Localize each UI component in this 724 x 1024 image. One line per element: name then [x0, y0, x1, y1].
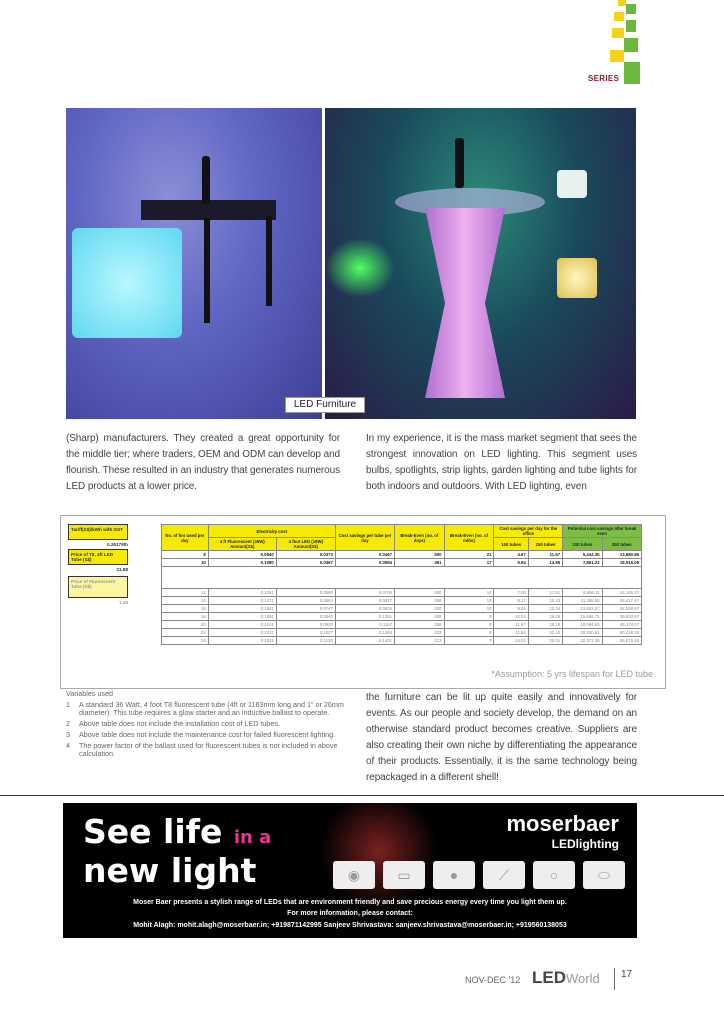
table-cell: 8.17 — [494, 597, 528, 605]
brand-sub: LEDlighting — [551, 837, 619, 851]
table-cell: 9.34 — [494, 605, 528, 613]
ad-headline-line1: See life — [83, 812, 223, 851]
table-cell: 15,658.75 — [563, 613, 602, 621]
note-text: Above table does not include the installation cost of LED tubes. — [79, 719, 280, 728]
table-cell: 500 — [395, 551, 445, 559]
table-cell: 0.1261 — [208, 589, 276, 597]
table-cell: 361 — [395, 559, 445, 567]
table-cell: 11,366.88 — [563, 597, 602, 605]
downlight-icon: ○ — [533, 861, 575, 889]
table-cell: 11.67 — [528, 551, 562, 559]
table-row — [162, 629, 642, 637]
table-cell: 17 — [444, 559, 494, 567]
group-header: Potential cost savings after break even — [563, 525, 642, 538]
table-cell: 366 — [395, 597, 445, 605]
table-cell: 0.1027 — [276, 629, 335, 637]
table-cell: 50,428.28 — [602, 629, 641, 637]
table-cell: 20.43 — [528, 597, 562, 605]
table-cell: 13,680.86 — [602, 551, 641, 559]
ad-headline — [83, 812, 272, 890]
led-bulb-icon: ● — [433, 861, 475, 889]
note-number: 2 — [66, 719, 70, 728]
table-cell: 0.1401 — [335, 637, 394, 645]
table-cell: 0.1080 — [208, 559, 276, 567]
article-column-2: In my experience, it is the mass market segment that sees the strongest innovation on LED lighting. This segment uses bulbs, spotlights, strip lights, garden lighting and tube lights for both indoors and outdoors. With LED lighting, even — [366, 433, 637, 492]
table-cell: 5.94 — [494, 559, 528, 567]
table-cell: 8 — [162, 551, 209, 559]
table-row — [162, 605, 642, 613]
table-cell: 0.0934 — [276, 621, 335, 629]
table-cell: 34,558.67 — [602, 605, 641, 613]
table-cell: 14 — [162, 597, 209, 605]
table-cell: 0.0654 — [276, 597, 335, 605]
note-item — [66, 701, 346, 717]
table-cell: 24 — [162, 637, 209, 645]
table-cell: 12 — [444, 597, 494, 605]
moserbaer-advertisement[interactable] — [63, 803, 637, 938]
table-cell: 0.0594 — [335, 559, 394, 567]
table-cell: 0.1167 — [335, 621, 394, 629]
fluorescent-price-value: 1.28 — [119, 600, 128, 605]
table-cell: 400 — [395, 589, 445, 597]
notes-title: Variables used — [66, 689, 114, 698]
table-cell: 0.0840 — [276, 613, 335, 621]
photo-caption: LED Furniture — [285, 397, 365, 413]
table-cell: 12 — [162, 589, 209, 597]
table-cell: 0.0934 — [335, 605, 394, 613]
table-cell: 233 — [395, 629, 445, 637]
table-row — [162, 559, 642, 567]
col-header: Break-Even (no. of days) — [395, 525, 445, 551]
table-cell: 0.1891 — [208, 613, 276, 621]
variables-notes — [66, 690, 346, 758]
table-cell: 45,174.07 — [602, 621, 641, 629]
tariff-box — [68, 524, 128, 607]
note-text: Above table does not include the maintenance cost for failed fluorescent lighting. — [79, 730, 336, 739]
fluorescent-price-label: Price of Fluorescent Tube (S$) — [68, 576, 128, 598]
table-cell: 0.2521 — [208, 637, 276, 645]
logo-world: World — [566, 971, 600, 986]
table-row — [162, 551, 642, 559]
table-cell: 0.0700 — [335, 589, 394, 597]
table-cell: 13,862.27 — [563, 605, 602, 613]
page-number: 17 — [614, 968, 632, 990]
table-cell: 5,444.35 — [563, 551, 602, 559]
ad-contacts: Mohit Alagh: mohit.alagh@moserbaer.in; +919871142995 Sanjeev Shrivastava: sanjeev.shrivastava@moserbaer.in; +919560138053 — [133, 922, 567, 929]
table-cell: 20 — [162, 621, 209, 629]
table-cell: 0.1051 — [335, 613, 394, 621]
spacer-cell — [162, 567, 642, 589]
col-header: 4 foot LED (18W) Amount(S$) — [276, 538, 335, 551]
table-cell: 213 — [395, 637, 445, 645]
note-item — [66, 731, 346, 739]
group-header: Cost savings per day for the office — [494, 525, 563, 538]
col-header: Break-Even (no. of mths) — [444, 525, 494, 551]
table-cell: 0.0467 — [335, 551, 394, 559]
table-cell: 28,417.47 — [602, 597, 641, 605]
table-cell: 55,878.48 — [602, 637, 641, 645]
group-header: Electricity cost — [208, 525, 335, 538]
led-cube-table-photo — [66, 108, 322, 419]
table-cell: 26.26 — [528, 613, 562, 621]
table-cell: 29.18 — [528, 621, 562, 629]
col-header: No. of hrs used per day — [162, 525, 209, 551]
table-cell: 24,165.27 — [602, 589, 641, 597]
table-cell: 22,371.38 — [563, 637, 602, 645]
table-cell: 10.51 — [494, 613, 528, 621]
note-text: The power factor of the ballast used for fluorescent tubes is not included in above calculation. — [79, 741, 338, 758]
col-header: 250 tubes — [602, 538, 641, 551]
cost-savings-table-figure — [60, 515, 666, 689]
table-cell: 10 — [162, 559, 209, 567]
table-cell: 17.51 — [528, 589, 562, 597]
ad-headline-line2: new light — [83, 851, 257, 890]
table-cell: 0.0373 — [276, 551, 335, 559]
divider — [0, 795, 724, 796]
table-cell: 0.0467 — [276, 559, 335, 567]
table-cell: 18,915.06 — [602, 559, 641, 567]
street-light-icon: ⬭ — [583, 861, 625, 889]
table-cell: 7,861.23 — [563, 559, 602, 567]
table-cell: 8 — [444, 621, 494, 629]
issue-date: NOV-DEC '12 — [465, 975, 521, 985]
section-label: SERIES — [588, 74, 620, 83]
article-column-1: (Sharp) manufacturers. They created a great opportunity for the middle tier; where traders, OEM and ODM can develop and flourish. These resulted in an industry that generates numerous LED products at a lower price. — [66, 433, 340, 492]
panel-light-icon: ▭ — [383, 861, 425, 889]
table-row — [162, 589, 642, 597]
note-text: A standard 36 Watt, 4 foot T8 fluorescent tube (4ft or 1163mm long and 1" or 26mm diameter). This tube requires a glow starter and an inductive ballast to operate. — [79, 700, 344, 717]
note-number: 4 — [66, 741, 70, 750]
col-header: 100 tubes — [563, 538, 602, 551]
table-cell: 320 — [395, 605, 445, 613]
table-cell: 23.34 — [528, 605, 562, 613]
table-cell: 10 — [444, 605, 494, 613]
table-row — [162, 597, 642, 605]
table-cell: 8 — [444, 629, 494, 637]
logo-led: LED — [532, 968, 566, 987]
moserbaer-logo — [506, 811, 619, 851]
article-column-3: the furniture can be lit up quite easily and innovatively for events. As our people and society develop, the demand on an otherwise standard product becomes creative. Suppliers are also creating their own niche by differentiating the appearance of their products. Essentially, it is the same technology being repackaged in a different shell! — [366, 692, 637, 783]
table-cell: 0.2101 — [208, 621, 276, 629]
brand-name: moserbaer — [506, 811, 619, 836]
assumption-note: *Assumption: 5 yrs lifespan for LED tube — [491, 669, 653, 679]
table-row — [162, 621, 642, 629]
col-header: 4 ft Fluorescent (36W) Amount(S$) — [208, 538, 276, 551]
note-number: 1 — [66, 700, 70, 709]
table-cell: 18 — [162, 613, 209, 621]
table-cell: 35.01 — [528, 637, 562, 645]
table-cell: 0.0817 — [335, 597, 394, 605]
table-cell: 0.0560 — [276, 589, 335, 597]
table-cell: 7.00 — [494, 589, 528, 597]
table-cell: 0.1681 — [208, 605, 276, 613]
led-bar-table-photo — [325, 108, 636, 419]
table-cell: 0.0840 — [208, 551, 276, 559]
ad-headline-accent: in a — [233, 827, 272, 848]
table-cell: 12.84 — [494, 629, 528, 637]
spotlight-bulb-icon: ◉ — [333, 861, 375, 889]
led-world-logo — [532, 968, 600, 988]
note-item — [66, 742, 346, 758]
table-cell: 21 — [444, 551, 494, 559]
table-cell: 22 — [162, 629, 209, 637]
tube-light-icon: ⟋ — [483, 861, 525, 889]
col-header: Cost savings per tube per day — [335, 525, 394, 551]
table-cell: 0.1120 — [276, 637, 335, 645]
led-price-value: 21.88 — [116, 567, 128, 572]
col-header: 250 tubes — [528, 538, 562, 551]
table-cell: 4.67 — [494, 551, 528, 559]
cost-savings-table — [161, 524, 642, 645]
table-row — [162, 613, 642, 621]
led-price-label: Price of T8, 4ft LED Tube (S$) — [68, 549, 128, 565]
table-cell: 39,893.87 — [602, 613, 641, 621]
table-cell: 14.85 — [528, 559, 562, 567]
table-cell: 285 — [395, 613, 445, 621]
table-spacer — [162, 567, 642, 589]
table-cell: 7 — [444, 637, 494, 645]
table-cell: 0.0747 — [276, 605, 335, 613]
table-cell: 14 — [444, 589, 494, 597]
table-cell: 32.10 — [528, 629, 562, 637]
table-cell: 18,094.63 — [563, 621, 602, 629]
table-cell: 11.67 — [494, 621, 528, 629]
tariff-value: 0.26179th — [107, 542, 128, 547]
table-cell: 0.2312 — [208, 629, 276, 637]
ad-tagline: Moser Baer presents a stylish range of LEDs that are environment friendly and save precious energy every time you light them up. — [133, 899, 567, 906]
table-cell: 9 — [444, 613, 494, 621]
table-cell: 16 — [162, 605, 209, 613]
table-cell: 20,330.51 — [563, 629, 602, 637]
table-cell: 256 — [395, 621, 445, 629]
table-cell: 0.1471 — [208, 597, 276, 605]
col-header: 100 tubes — [494, 538, 528, 551]
table-cell: 14.01 — [494, 637, 528, 645]
note-item — [66, 720, 346, 728]
tariff-label: Tariff(S$)/kWh with GST — [68, 524, 128, 540]
table-cell: 8,686.11 — [563, 589, 602, 597]
table-cell: 0.1284 — [335, 629, 394, 637]
ad-contact-title: For more information, please contact: — [287, 910, 413, 917]
note-number: 3 — [66, 730, 70, 739]
table-row — [162, 637, 642, 645]
